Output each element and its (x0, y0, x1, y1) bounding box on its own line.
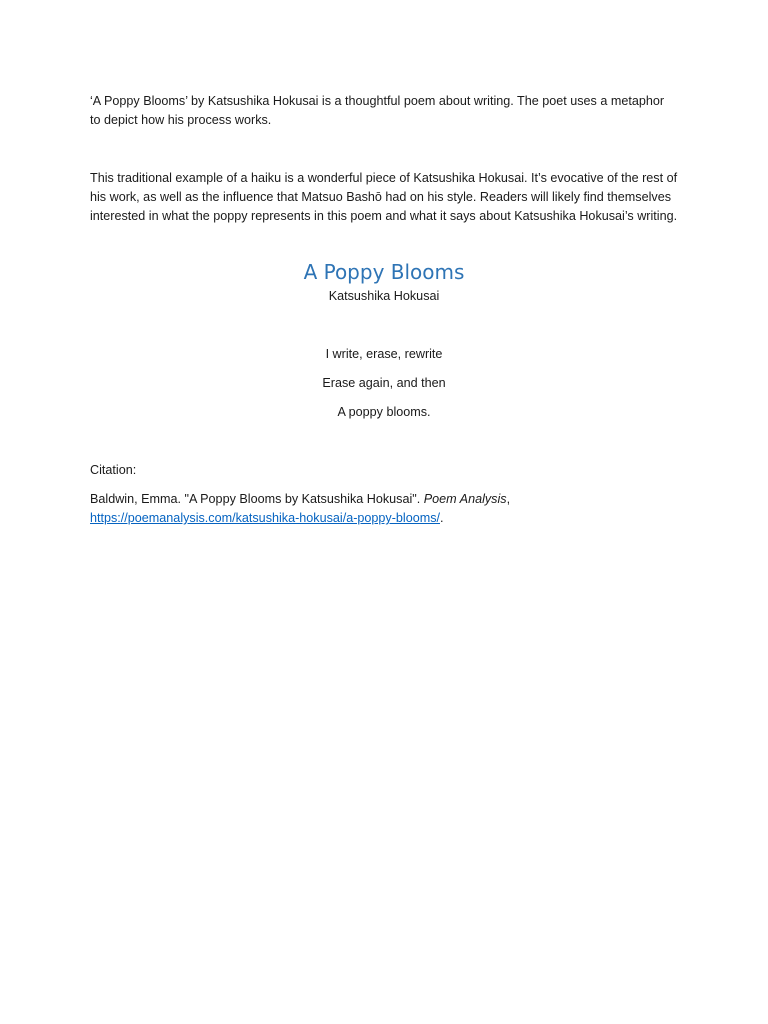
citation-text (90, 490, 678, 528)
poem-title: A Poppy Blooms (303, 260, 465, 284)
citation-end: . (440, 511, 444, 525)
citation-separator: , (506, 492, 511, 506)
intro-paragraph: ‘A Poppy Blooms’ by Katsushika Hokusai is a thoughtful poem about writing. The poet uses a metaphor to depict how his process works. (90, 94, 665, 127)
citation-authors-title: Baldwin, Emma. "A Poppy Blooms by Katsushika Hokusai". (90, 492, 424, 506)
body-paragraph: This traditional example of a haiku is a wonderful piece of Katsushika Hokusai. It’s evocative of the rest of his work, as well as the influence that Matsuo Bashō had on his style. Readers will likely find themselves interested in what the poppy represents in this poem and what it says about Katsushika Hokusai’s writing. (90, 171, 678, 223)
citation-source: Poem Analysis (423, 492, 507, 506)
poem-author: Katsushika Hokusai (328, 289, 440, 303)
citation-label: Citation: (90, 463, 137, 477)
poem-line-3: A poppy blooms. (337, 405, 431, 419)
poem-line-1: I write, erase, rewrite (325, 347, 443, 361)
poem-line-2: Erase again, and then (322, 376, 446, 390)
citation-link[interactable]: https://poemanalysis.com/katsushika-hokusai/a-poppy-blooms/ (90, 511, 440, 525)
